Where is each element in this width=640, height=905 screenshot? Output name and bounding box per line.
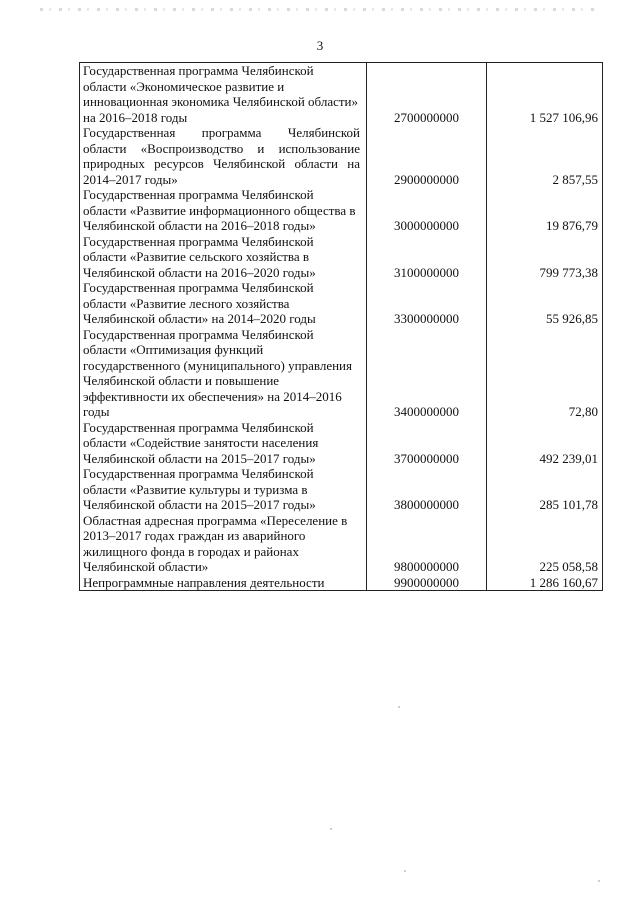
table-row [80,575,603,591]
target-code-cell: 3700000000 [367,420,487,467]
program-name-cell: Непрограммные направления деятельности [80,575,367,591]
target-code-cell: 3400000000 [367,327,487,420]
program-name-cell: Государственная программа Челябинской области «Развитие сельского хозяйства в Челябинской области на 2016–2020 годы» [80,234,367,281]
program-name-cell: Государственная программа Челябинской области «Воспроизводство и использование природных ресурсов Челябинской области на 2014–2017 годы» [80,125,367,187]
amount-cell: 72,80 [487,327,603,420]
table-row [80,327,603,420]
target-code-cell: 3100000000 [367,234,487,281]
scan-speck [330,828,332,830]
table-row [80,234,603,281]
target-code-cell: 3300000000 [367,280,487,327]
program-name-cell: Государственная программа Челябинской области «Развитие культуры и туризма в Челябинской области на 2015–2017 годы» [80,466,367,513]
table-row [80,513,603,575]
target-code-cell: 2700000000 [367,63,487,126]
amount-cell: 19 876,79 [487,187,603,234]
target-code-cell: 2900000000 [367,125,487,187]
program-name-cell: Государственная программа Челябинской области «Оптимизация функций государственного (муниципального) управления Челябинской области и повышение эффективности их обеспечения» на 2014–2016 годы [80,327,367,420]
amount-cell: 799 773,38 [487,234,603,281]
program-name-cell: Областная адресная программа «Переселение в 2013–2017 годах граждан из аварийного жилищного фонда в городах и районах Челябинской области» [80,513,367,575]
table-row [80,63,603,126]
table-row [80,466,603,513]
scan-speck [404,870,406,872]
program-name-cell: Государственная программа Челябинской области «Содействие занятости населения Челябинской области на 2015–2017 годы» [80,420,367,467]
budget-table [79,62,603,591]
amount-cell: 1 286 160,67 [487,575,603,591]
scan-noise-strip [40,8,600,11]
page-number: 3 [316,38,324,53]
table-row [80,125,603,187]
budget-table-body [80,63,603,591]
scan-speck [398,706,400,708]
table-row [80,187,603,234]
scan-speck [598,880,600,882]
amount-cell: 2 857,55 [487,125,603,187]
target-code-cell: 3800000000 [367,466,487,513]
amount-cell: 1 527 106,96 [487,63,603,126]
table-row [80,420,603,467]
table-row [80,280,603,327]
target-code-cell: 9800000000 [367,513,487,575]
program-name-cell: Государственная программа Челябинской области «Экономическое развитие и инновационная экономика Челябинской области» на 2016–2018 годы [80,63,367,126]
amount-cell: 285 101,78 [487,466,603,513]
amount-cell: 225 058,58 [487,513,603,575]
program-name-cell: Государственная программа Челябинской области «Развитие информационного общества в Челябинской области на 2016–2018 годы» [80,187,367,234]
target-code-cell: 3000000000 [367,187,487,234]
program-name-cell: Государственная программа Челябинской области «Развитие лесного хозяйства Челябинской области» на 2014–2020 годы [80,280,367,327]
amount-cell: 492 239,01 [487,420,603,467]
target-code-cell: 9900000000 [367,575,487,591]
amount-cell: 55 926,85 [487,280,603,327]
